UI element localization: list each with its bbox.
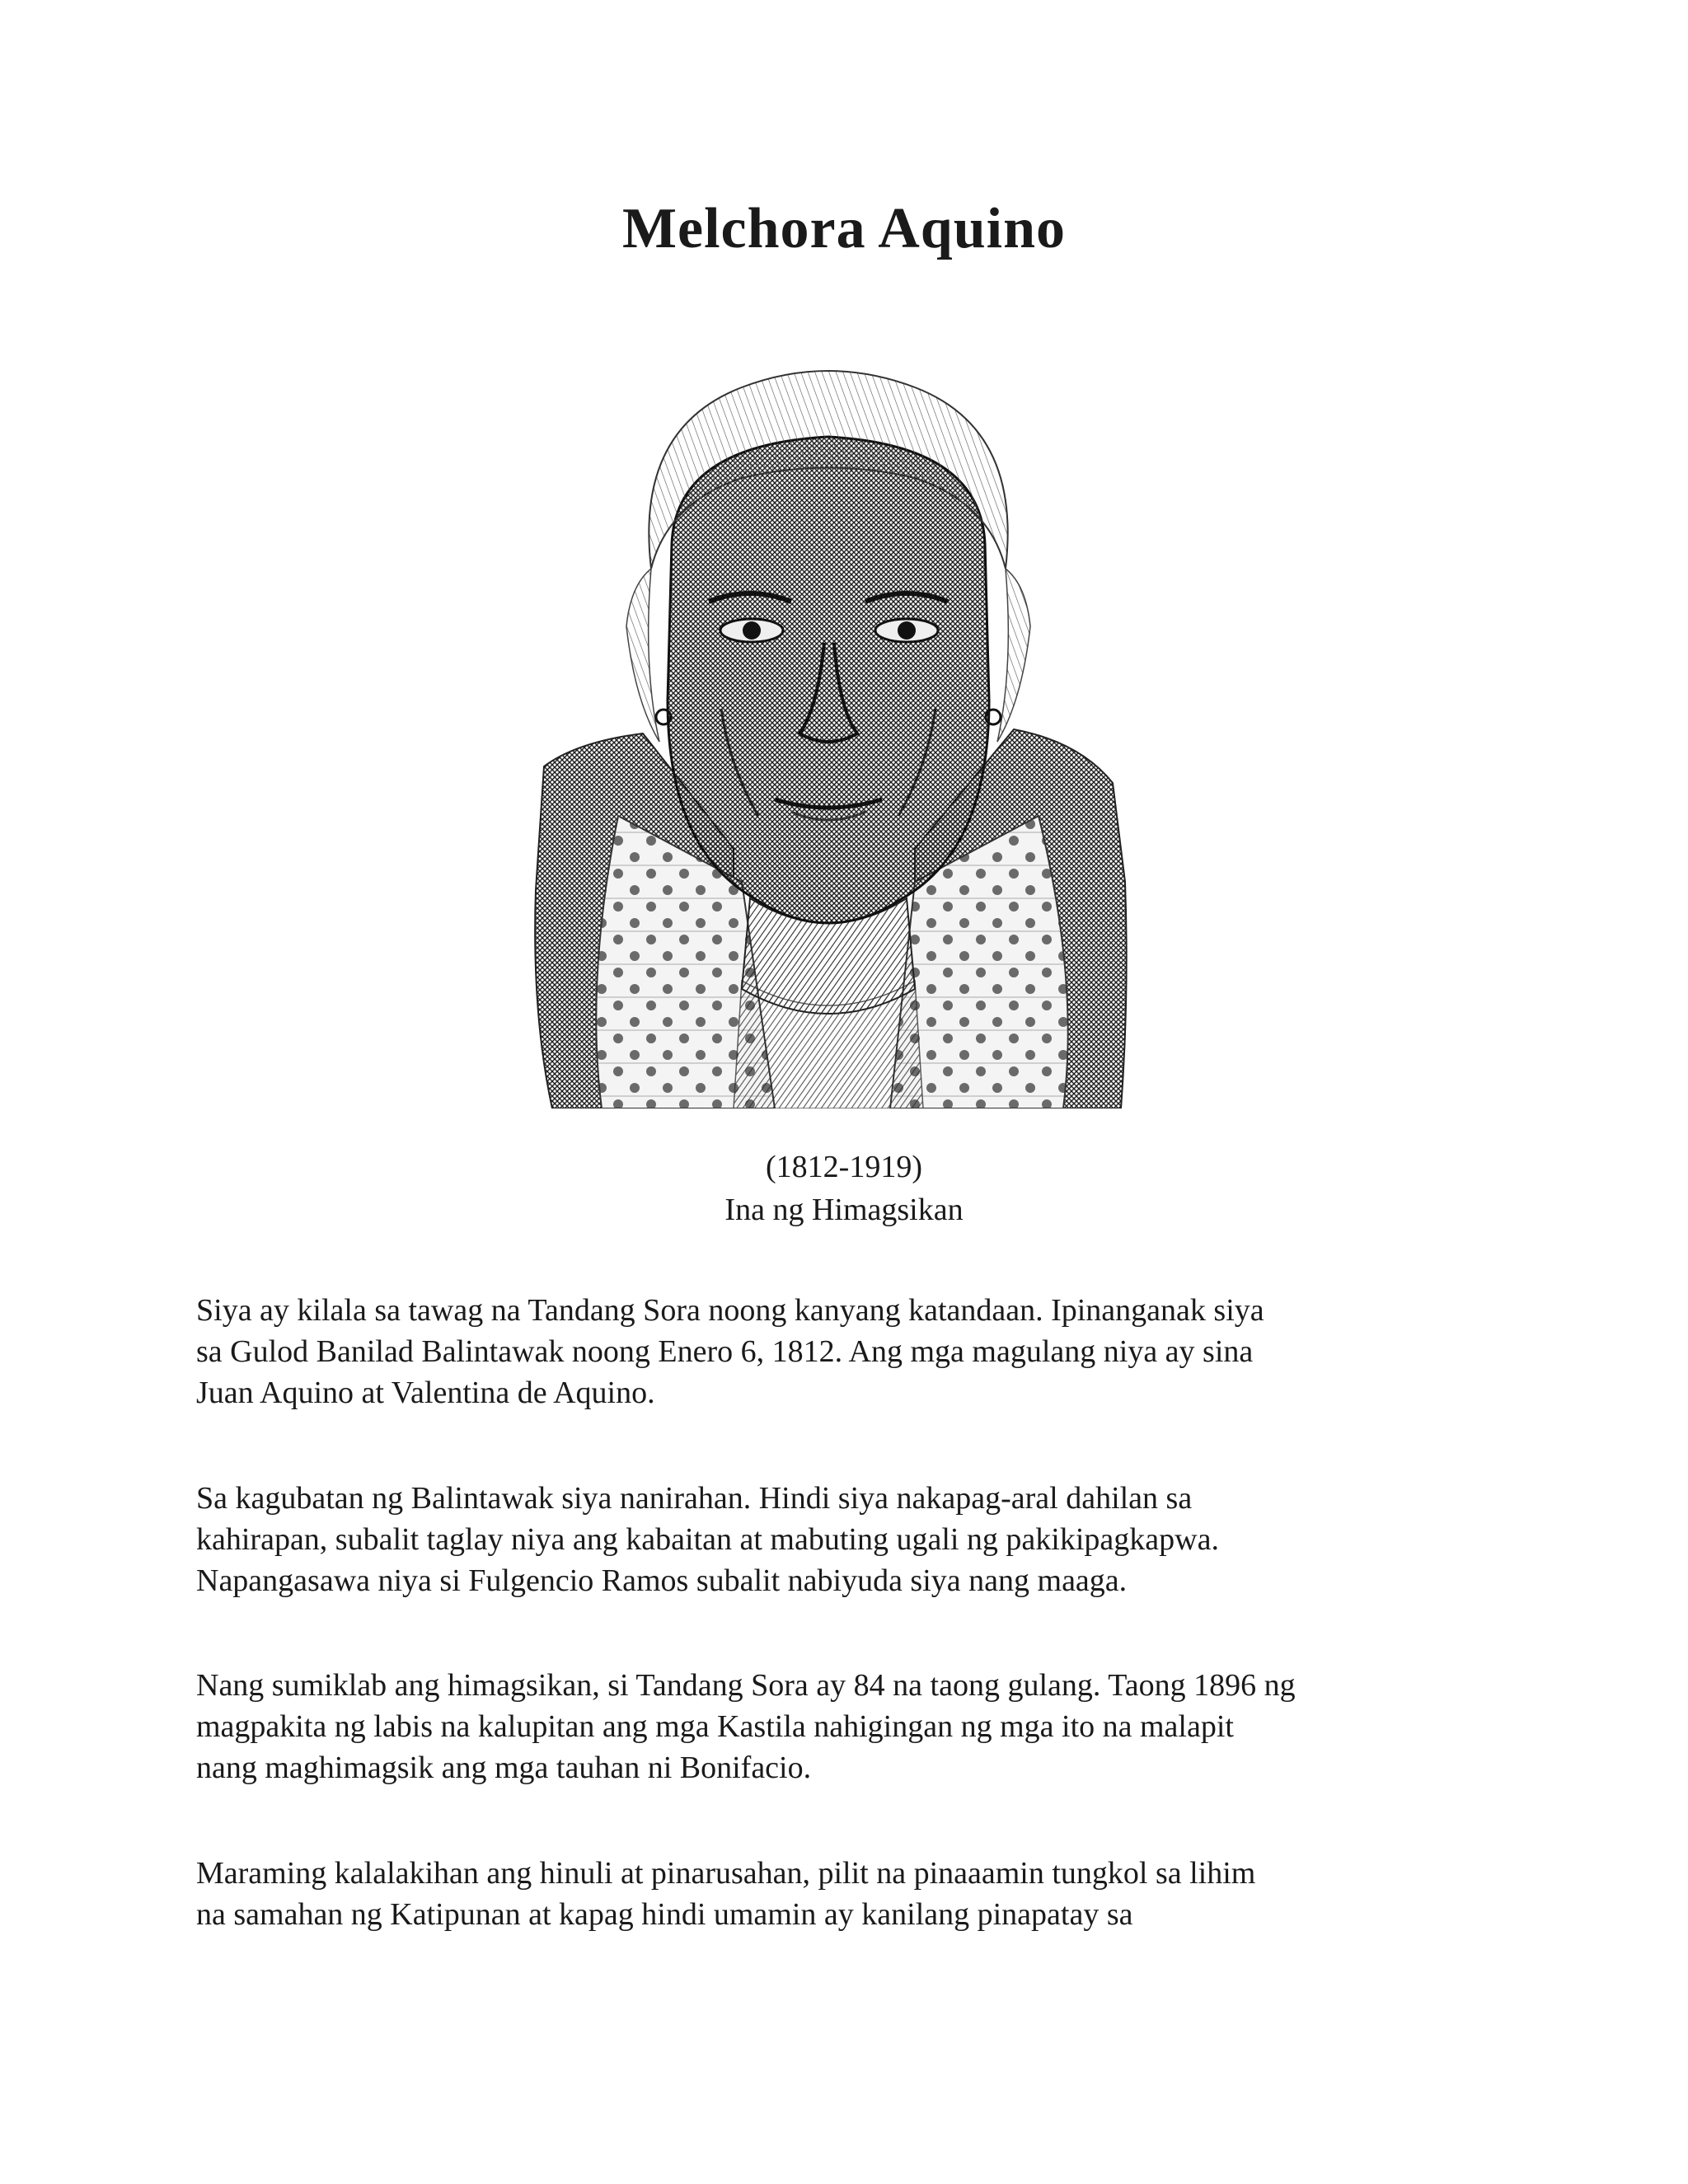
paragraph-line: Maraming kalalakihan ang hinuli at pinarusahan, pilit na pinaaamin tungkol sa lihim [196, 1856, 1256, 1891]
paragraph-line: Nang sumiklab ang himagsikan, si Tandang Sora ay 84 na taong gulang. Taong 1896 ng [196, 1668, 1296, 1703]
paragraph-line: Napangasawa niya si Fulgencio Ramos subalit nabiyuda siya nang maaga. [196, 1563, 1128, 1598]
portrait-caption-epithet: Ina ng Himagsikan [724, 1193, 964, 1227]
portrait-caption-dates: (1812-1919) [766, 1150, 922, 1184]
paragraph-line: sa Gulod Banilad Balintawak noong Enero 6, 1812. Ang mga magulang niya ay sina [196, 1334, 1254, 1369]
paragraph-line: Sa kagubatan ng Balintawak siya nanirahan. Hindi siya nakapag-aral dahilan sa [196, 1481, 1193, 1516]
paragraph-line: nang maghimagsik ang mga tauhan ni Bonifacio. [196, 1750, 812, 1785]
paragraph-4 [196, 1853, 1498, 1935]
paragraph-line: na samahan ng Katipunan at kapag hindi umamin ay kanilang pinapatay sa [196, 1897, 1133, 1932]
paragraph-line: Siya ay kilala sa tawag na Tandang Sora noong kanyang katandaan. Ipinanganak siya [196, 1293, 1264, 1328]
paragraph-1 [196, 1290, 1498, 1413]
paragraph-line: kahirapan, subalit taglay niya ang kabaitan at mabuting ugali ng pakikipagkapwa. [196, 1522, 1219, 1557]
paragraph-line: magpakita ng labis na kalupitan ang mga Kastila nahigingan ng mga ito na malapit [196, 1709, 1234, 1744]
paragraph-line: Juan Aquino at Valentina de Aquino. [196, 1376, 655, 1410]
paragraph-2 [196, 1478, 1498, 1601]
portrait-sketch-svg [528, 354, 1129, 1108]
paragraph-3 [196, 1665, 1498, 1788]
page-title: Melchora Aquino [621, 197, 1067, 260]
portrait-illustration [528, 354, 1129, 1108]
